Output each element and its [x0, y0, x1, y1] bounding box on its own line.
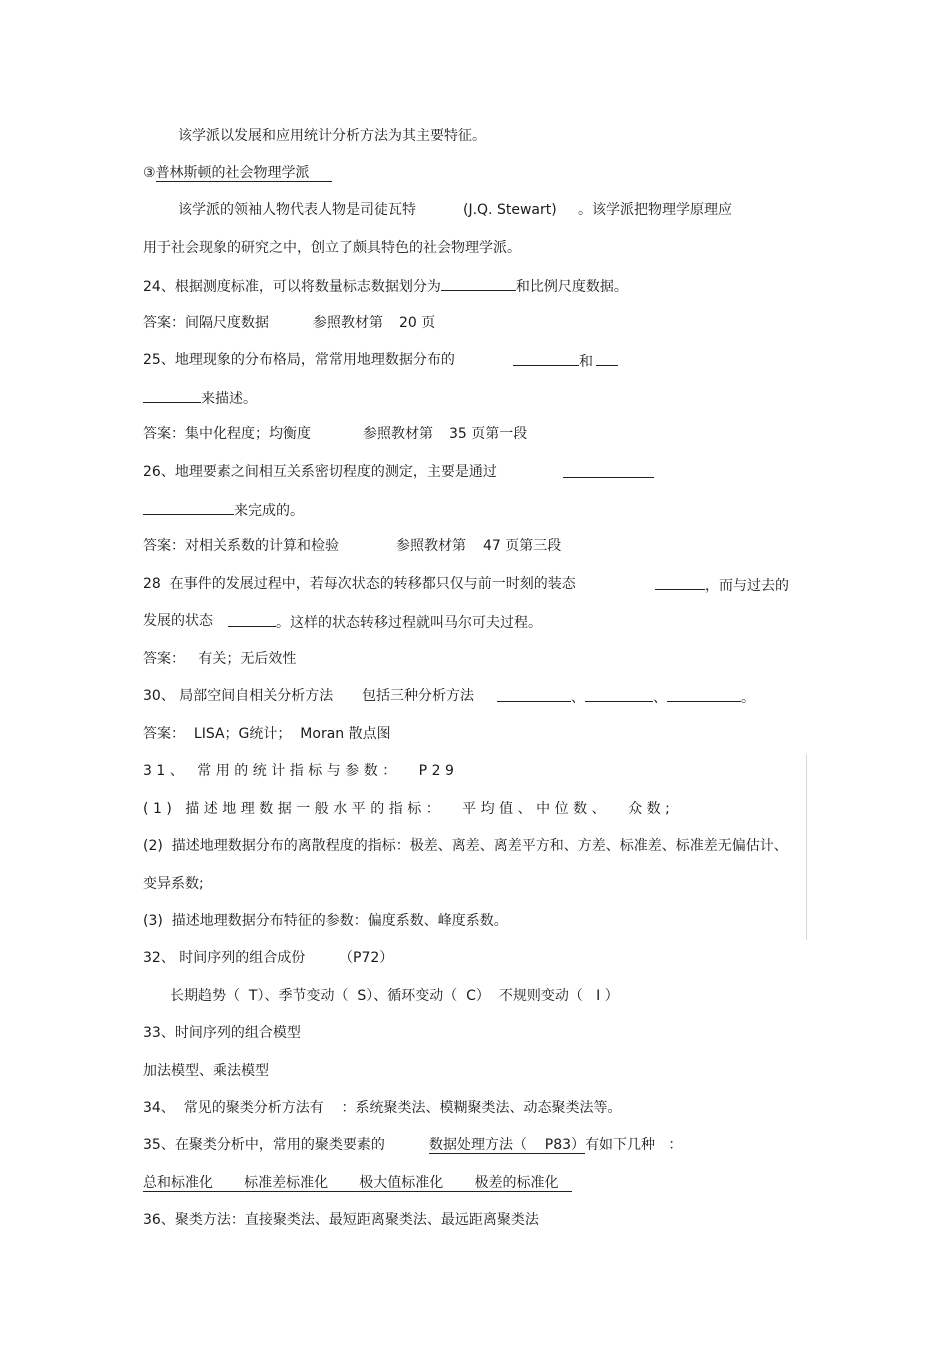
text-line: 35 页第一段 [449, 426, 528, 442]
underlined-heading: 普林斯顿的社会物理学派 [156, 165, 332, 182]
blank-line [667, 686, 741, 702]
text-line: 参照教材第 [363, 426, 433, 442]
question-line: 25、地理现象的分布格局，常常用地理数据分布的 [143, 352, 455, 368]
question-text: 。这样的状态转移过程就叫马尔可夫过程。 [276, 615, 542, 631]
question-line [228, 611, 542, 631]
text-line: 用于社会现象的研究之中，创立了颇具特色的社会物理学派。 [143, 240, 521, 256]
answer-line: 答案：对相关系数的计算和检验 [143, 538, 339, 554]
section-border [806, 754, 807, 940]
text-line [429, 1135, 682, 1155]
text-line: 长期趋势（ T）、季节变动（ S）、循环变动（ C） 不规则变动（ I ） [170, 988, 619, 1004]
text-line [143, 163, 332, 183]
text-line: 参照教材第 [396, 538, 466, 554]
answer-line: 答案： LISA；G统计； Moran 散点图 [143, 726, 391, 742]
blank-line [513, 350, 579, 366]
question-text: 和比例尺度数据。 [515, 279, 628, 295]
blank-line [143, 499, 234, 515]
text-line: 该学派的领袖人物代表人物是司徒瓦特 [178, 202, 416, 218]
text-line: 32、 时间序列的组合成份 [143, 950, 306, 966]
question-line [563, 462, 654, 482]
blank-line [497, 686, 571, 702]
text-line: 加法模型、乘法模型 [143, 1063, 269, 1079]
text-line: 20 页 [399, 315, 436, 331]
question-text: 24、根据测度标准，可以将数量标志数据划分为 [143, 279, 441, 295]
question-line: 包括三种分析方法 [362, 688, 474, 704]
blank-line [441, 275, 516, 291]
question-line: 发展的状态 [143, 613, 213, 629]
text-line [143, 1173, 572, 1193]
blank-line [596, 350, 618, 366]
text-line: 31、 常用的统计指标与参数： P29 [143, 763, 459, 779]
question-line [143, 387, 257, 407]
text-line: 该学派以发展和应用统计分析方法为其主要特征。 [178, 128, 486, 144]
question-line [143, 499, 304, 519]
blank-line [585, 686, 653, 702]
underlined-text: 数据处理方法（ P83） [429, 1137, 586, 1153]
separator: 、 [571, 690, 585, 706]
answer-line: 答案：集中化程度；均衡度 [143, 426, 311, 442]
question-line: 28 在事件的发展过程中，若每次状态的转移都只仅与前一时刻的装态 [143, 576, 576, 592]
circled-number: ③ [143, 165, 156, 181]
question-line: 30、 局部空间自相关分析方法 [143, 688, 334, 704]
answer-line: 答案： 有关；无后效性 [143, 651, 297, 667]
text-line: 。该学派把物理学原理应 [578, 202, 732, 218]
question-text: 有如下几种 ： [585, 1137, 683, 1153]
text-line: 参照教材第 [313, 315, 383, 331]
question-line [655, 574, 789, 594]
question-text: 来完成的。 [234, 503, 304, 519]
question-line: 26、地理要素之间相互关系密切程度的测定，主要是通过 [143, 464, 497, 480]
question-text: ，而与过去的 [705, 578, 789, 594]
blank-line [655, 574, 705, 590]
text-line: (1) 描述地理数据一般水平的指标： 平均值、中位数、 众数; [143, 801, 675, 817]
text-line: (3) 描述地理数据分布特征的参数：偏度系数、峰度系数。 [143, 913, 508, 929]
text-line: (J.Q. Stewart) [463, 202, 557, 218]
blank-line [143, 387, 201, 403]
text-line: 47 页第三段 [483, 538, 562, 554]
text-line: （P72） [339, 950, 394, 966]
separator: 、 [653, 690, 667, 706]
text-line: (2) 描述地理数据分布的离散程度的指标：极差、离差、离差平方和、方差、标准差、标准差无偏估计、 [143, 838, 788, 854]
blank-line [228, 611, 276, 627]
text-line: 变异系数; [143, 876, 204, 892]
blank-line [563, 462, 654, 478]
text-line: 35、在聚类分析中，常用的聚类要素的 [143, 1137, 385, 1153]
question-text: 和 [579, 354, 593, 370]
question-text: 来描述。 [201, 391, 257, 407]
question-line [513, 350, 618, 370]
period: 。 [741, 690, 755, 706]
text-line: 33、时间序列的组合模型 [143, 1025, 301, 1041]
text-line: 34、 常见的聚类分析方法有 ：系统聚类法、模糊聚类法、动态聚类法等。 [143, 1100, 622, 1116]
answer-line: 答案：间隔尺度数据 [143, 315, 269, 331]
question-line [497, 686, 755, 706]
underlined-text: 总和标准化 标准差标准化 极大值标准化 极差的标准化 [143, 1175, 572, 1191]
text-line: 36、聚类方法：直接聚类法、最短距离聚类法、最远距离聚类法 [143, 1212, 539, 1228]
text-line [143, 275, 628, 295]
